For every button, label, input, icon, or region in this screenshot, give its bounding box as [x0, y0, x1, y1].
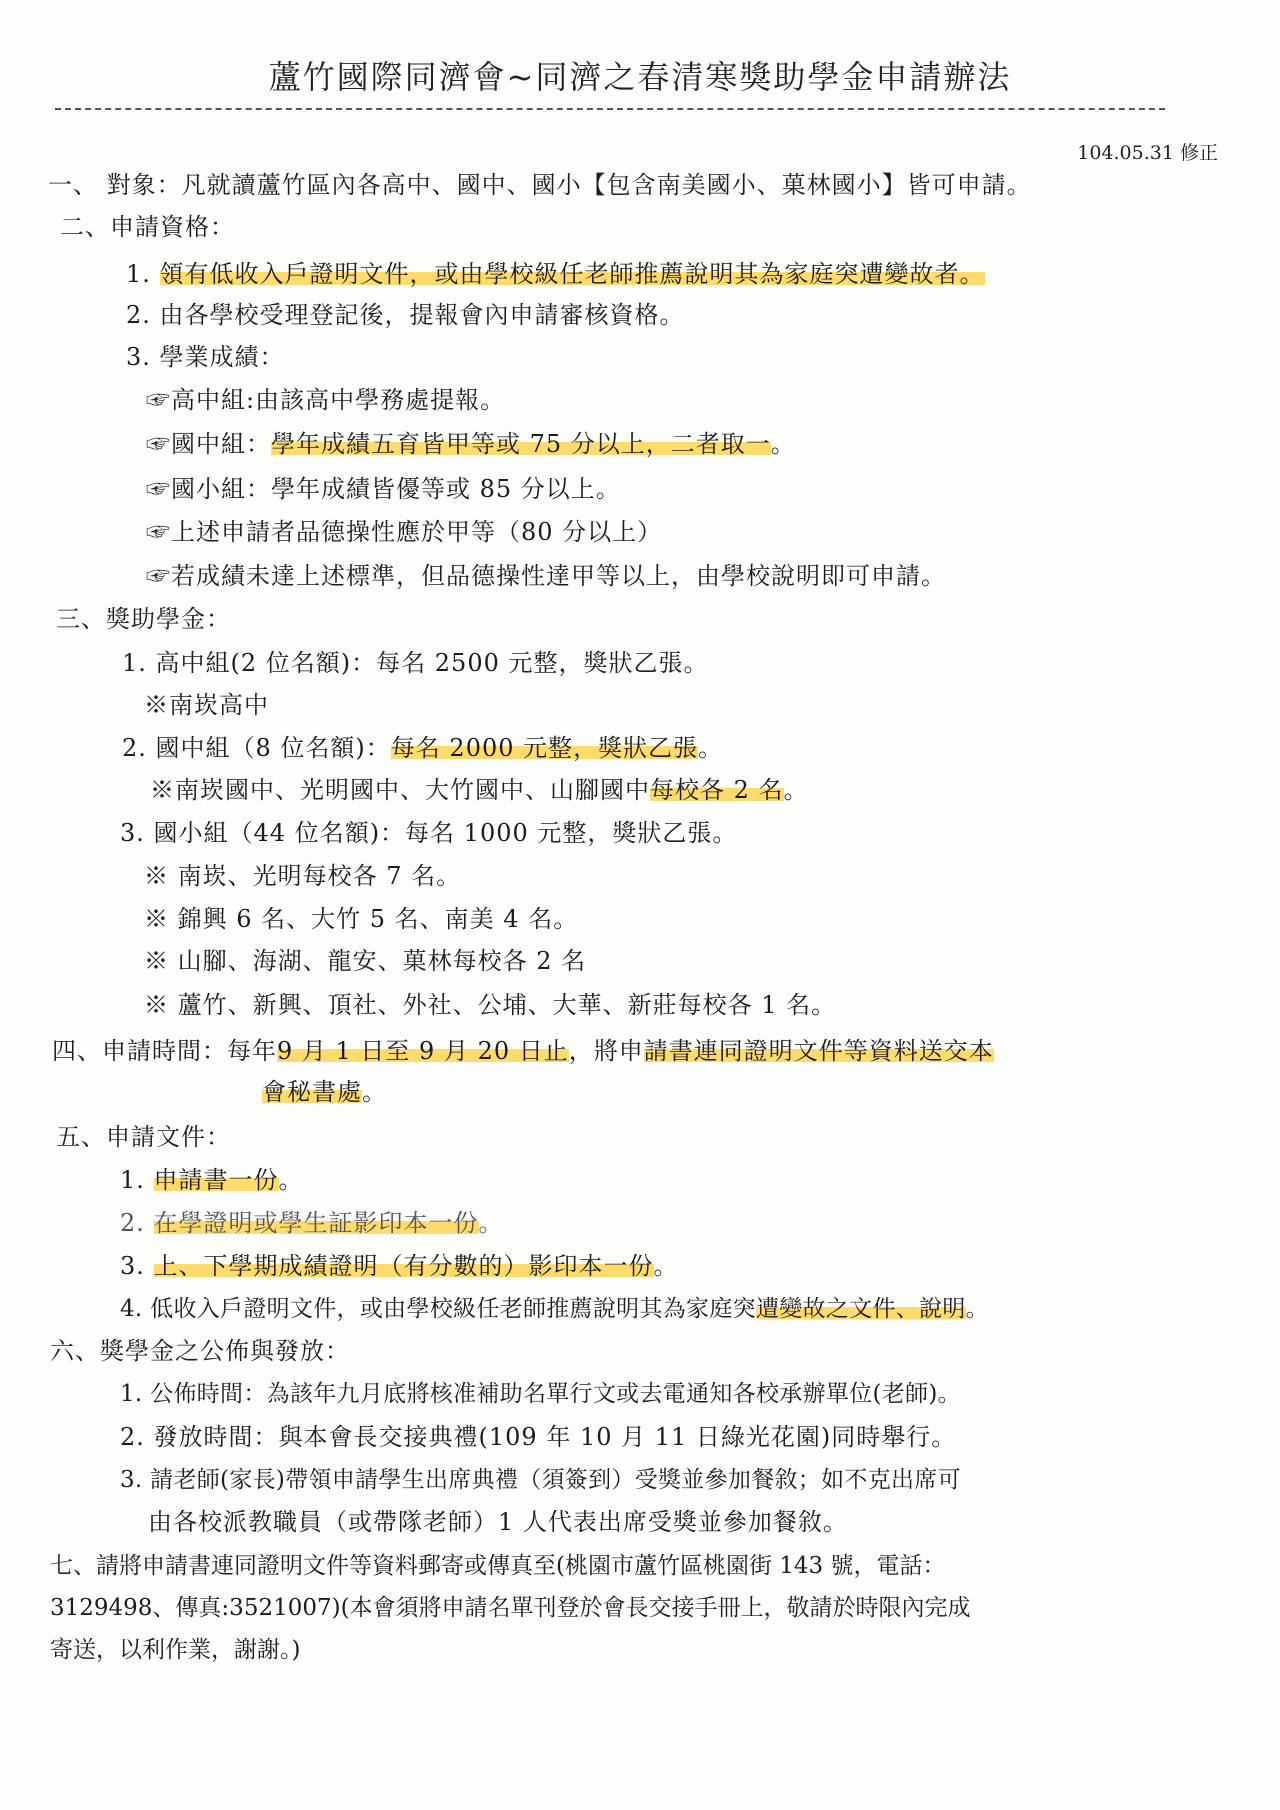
section-label: 四、申請時間：: [52, 1037, 227, 1065]
note-item: ※南崁高中: [144, 691, 269, 719]
bullet-item: ☞國小組：學年成績皆優等或 85 分以上。: [146, 475, 621, 503]
note-item: ※ 蘆竹、新興、頂社、外社、公埔、大華、新莊每校各 1 名。: [144, 991, 837, 1019]
section-eligible-target: [48, 168, 1032, 202]
list-item: 2. 由各學校受理登記後，提報會內申請審核資格。: [126, 301, 685, 329]
item-tail: 。: [478, 1209, 504, 1237]
bullet-item: ☞若成績未達上述標準，但品德操性達甲等以上，由學校說明即可申請。: [146, 562, 946, 590]
document-title: 蘆竹國際同濟會~同濟之春清寒獎助學金申請辦法: [268, 58, 1012, 96]
list-item: 2. 發放時間：與本會長交接典禮(109 年 10 月 11 日綠光花園)同時舉行。: [120, 1423, 957, 1451]
section-contact: 寄送，以利作業，謝謝。): [50, 1637, 301, 1663]
item-number: 1.: [126, 260, 151, 288]
list-item: [120, 1163, 304, 1197]
list-item: [122, 731, 723, 765]
note-tail: 。: [783, 776, 809, 804]
section-application-time: [52, 1034, 994, 1068]
bullet-label: ☞國中組：: [146, 430, 271, 458]
bullet-tail: 。: [770, 430, 796, 458]
item-tail: 。: [278, 1166, 304, 1194]
item-tail: 。: [698, 734, 724, 762]
list-item: 1. 公佈時間：為該年九月底將核准補助名單行文或去電通知各校承辦單位(老師)。: [120, 1381, 961, 1407]
list-item-continuation: 由各校派教職員（或帶隊老師）1 人代表出席受獎並參加餐敘。: [148, 1508, 848, 1536]
list-item: [120, 1292, 989, 1326]
highlighted-text: 領有低收入戶證明文件，或由學校級任老師推薦說明其為家庭突遭變故者。: [159, 260, 985, 288]
section-heading: 六、獎學金之公佈與發放：: [50, 1337, 350, 1365]
highlighted-text: 申請書一份: [153, 1166, 279, 1194]
list-item: 1. 高中組(2 位名額)：每名 2500 元整，獎狀乙張。: [122, 649, 709, 677]
highlighted-text: 學年成績五育皆甲等或 75 分以上，二者取一: [271, 430, 771, 458]
highlighted-text: 每校各 2 名: [650, 776, 784, 804]
list-item: [120, 1206, 504, 1240]
bullet-item: ☞上述申請者品德操性應於甲等（80 分以上）: [146, 518, 663, 546]
note-item: ※ 山腳、海湖、龍安、菓林每校各 2 名: [144, 947, 587, 975]
highlighted-text: 請書連同證明文件等資料送交本: [643, 1037, 994, 1065]
section-text: 每年: [227, 1037, 277, 1065]
section-heading: 五、申請文件：: [56, 1123, 231, 1151]
item-text: 4. 低收入戶證明文件，或由學校級任老師推薦說明其為家庭突: [120, 1296, 756, 1322]
section-contact: 七、請將申請書連同證明文件等資料郵寄或傳真至(桃園市蘆竹區桃園街 143 號，電話：: [50, 1553, 946, 1579]
item-number: 3.: [120, 1252, 145, 1280]
item-tail: 。: [965, 1296, 989, 1322]
highlighted-text: 9 月 1 日至 9 月 20 日止: [277, 1037, 569, 1065]
bullet-item: ☞高中組:由該高中學務處提報。: [146, 386, 506, 414]
section-label: 一、 對象：: [48, 171, 182, 199]
section-continuation: [262, 1075, 387, 1109]
note-item: ※ 錦興 6 名、大竹 5 名、南美 4 名。: [144, 905, 579, 933]
note-item: [150, 773, 809, 807]
list-item: 3. 學業成績：: [126, 343, 285, 371]
section-heading: 二、申請資格：: [60, 213, 235, 241]
highlighted-text: 每名 2000 元整，獎狀乙張: [390, 734, 699, 762]
list-item: [120, 1249, 679, 1283]
list-item: [126, 257, 985, 291]
section-text: ，將申: [568, 1037, 644, 1065]
highlighted-text: 上、下學期成績證明（有分數的）影印本一份: [153, 1252, 654, 1280]
note-item: ※ 南崁、光明每校各 7 名。: [144, 862, 462, 890]
section-text: 凡就讀蘆竹區內各高中、國中、國小【包含南美國小、菓林國小】皆可申請。: [181, 171, 1032, 199]
highlighted-text: 在學證明或學生証影印本一份: [153, 1209, 479, 1237]
list-item: 3. 國小組（44 位名額)：每名 1000 元整，獎狀乙張。: [120, 819, 738, 847]
highlighted-text: 遭變故之文件、說明: [755, 1296, 966, 1322]
section-tail: 。: [362, 1078, 387, 1106]
revision-date: 104.05.31 修正: [1077, 142, 1218, 164]
highlighted-text: 會秘書處: [262, 1078, 362, 1106]
note-text: ※南崁國中、光明國中、大竹國中、山腳國中: [150, 776, 650, 804]
item-label: 2. 國中組（8 位名額)：: [122, 734, 391, 762]
item-tail: 。: [653, 1252, 679, 1280]
section-heading: 三、獎助學金：: [56, 605, 231, 633]
item-number: 1.: [120, 1166, 145, 1194]
section-contact: 3129498、傳真:3521007)(本會須將申請名單刊登於會長交接手冊上，敬請於時限內完成: [50, 1595, 971, 1621]
list-item: 3. 請老師(家長)帶領申請學生出席典禮（須簽到）受獎並參加餐敘；如不克出席可: [120, 1467, 961, 1493]
item-number: 2.: [120, 1209, 145, 1237]
bullet-item: [146, 427, 796, 461]
title-divider: [55, 108, 1165, 110]
